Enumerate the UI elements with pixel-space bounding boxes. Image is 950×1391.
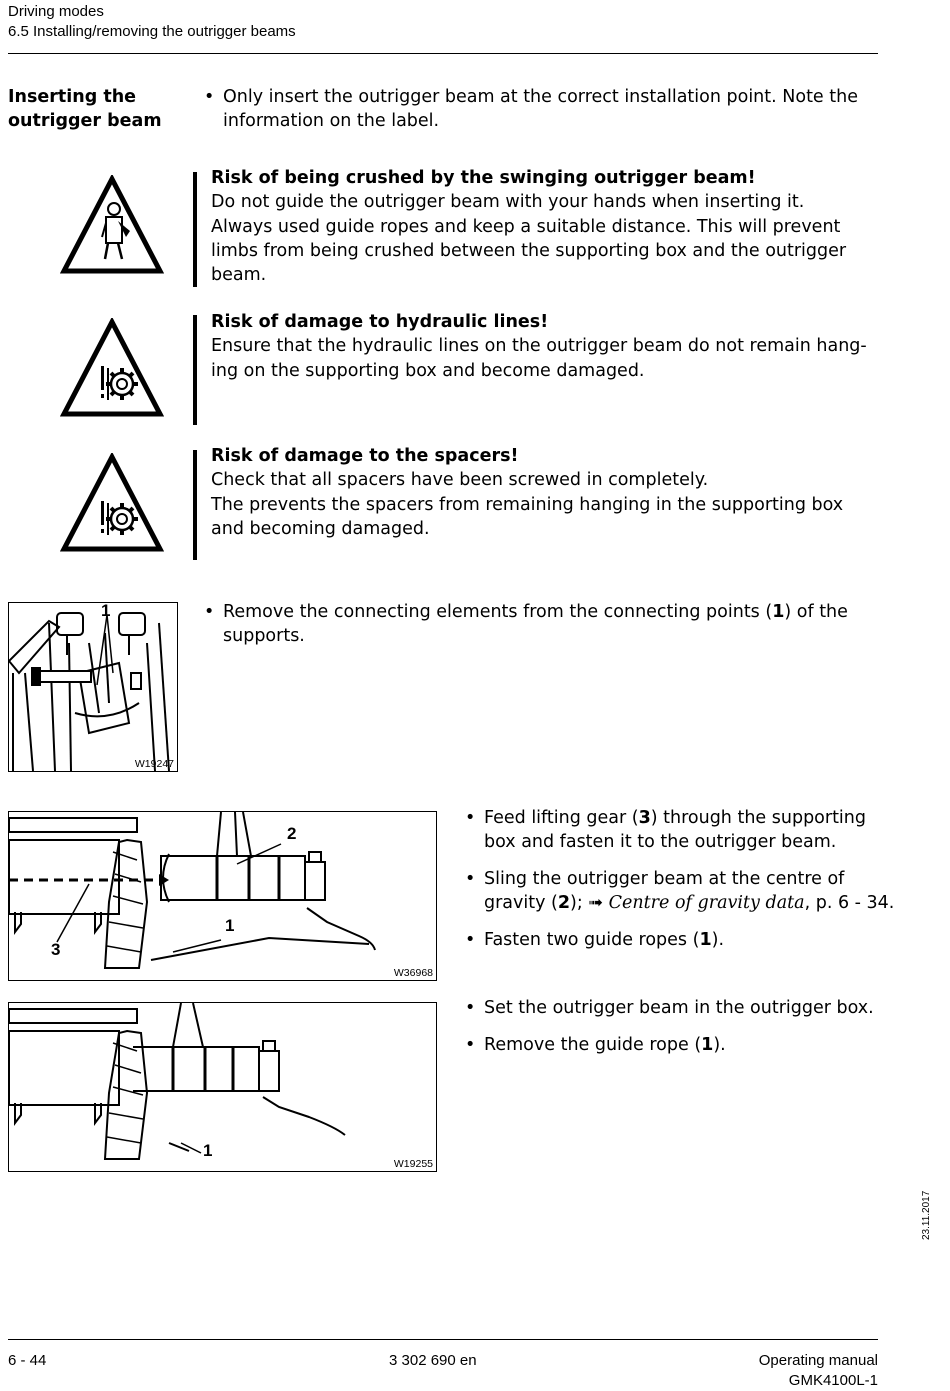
machine-damage-icon <box>60 453 164 553</box>
lifting-gear-drawing <box>9 812 436 980</box>
warning-line: beam. <box>211 265 267 286</box>
support-connection-drawing <box>9 603 177 771</box>
warning-bar <box>193 315 197 425</box>
warning-title: Risk of being crushed by the swinging outrigger beam! <box>211 168 756 188</box>
footer-rule <box>8 1339 878 1340</box>
bullet-dot: • <box>465 930 476 950</box>
bullet-dot: • <box>465 869 476 889</box>
figure-connecting-points <box>8 602 178 772</box>
remove-rope-step-text <box>484 1033 904 1057</box>
header-chapter: Driving modes <box>8 3 104 20</box>
footer-doc-number: 3 302 690 en <box>389 1352 477 1369</box>
text-run: ) of the <box>784 602 848 622</box>
warning-line: and becoming damaged. <box>211 518 430 539</box>
figure-code: W19247 <box>134 758 174 770</box>
warning-bar <box>193 172 197 287</box>
warning-crush <box>211 166 891 287</box>
remove-step-text <box>223 600 883 649</box>
feed-step-line1 <box>484 806 904 830</box>
bullet-dot: • <box>465 998 476 1018</box>
bullet-dot: • <box>465 1035 476 1055</box>
warning-line: Check that all spacers have been screwed in completely. <box>211 470 709 491</box>
footer-manual: Operating manual <box>758 1352 878 1369</box>
set-step-text: Set the outrigger beam in the outrigger box. <box>484 998 874 1018</box>
text-run: Fasten two guide ropes ( <box>484 930 700 950</box>
text-run: Feed lifting gear ( <box>484 808 639 828</box>
set-beam-drawing <box>9 1003 436 1171</box>
figure-code: W19255 <box>393 1158 433 1170</box>
feed-step-text <box>484 806 904 855</box>
figure-lifting-gear <box>8 811 437 981</box>
text-run: , p. 6 - 34. <box>804 893 895 914</box>
remove-step-line1 <box>223 600 883 624</box>
warning-line: limbs from being crushed between the supporting box and the outrigger <box>211 240 847 261</box>
warning-hydraulic <box>211 310 891 383</box>
bullet-dot: • <box>465 808 476 828</box>
text-run: ); <box>570 893 583 914</box>
warning-line: ing on the supporting box and become damaged. <box>211 360 645 381</box>
footer-model: GMK4100L-1 <box>788 1372 878 1389</box>
callout-label: 1 <box>225 916 235 935</box>
text-run: ). <box>713 1035 726 1055</box>
text-run: ) through the supporting <box>650 808 866 828</box>
bullet-dot: • <box>204 602 215 622</box>
sling-step-text <box>484 867 904 916</box>
warning-title: Risk of damage to hydraulic lines! <box>211 312 549 332</box>
text-run: ). <box>711 930 725 950</box>
header-section: 6.5 Installing/removing the outrigger beams <box>8 23 296 40</box>
ref-number: 1 <box>772 602 785 622</box>
crushing-hazard-icon <box>60 175 164 275</box>
ref-number: 2 <box>557 893 571 914</box>
warning-line: Do not guide the outrigger beam with your hands when inserting it. <box>211 192 805 213</box>
bullet-dot: • <box>204 87 215 107</box>
intro-line2: information on the label. <box>223 111 440 132</box>
warning-title: Risk of damage to the spacers! <box>211 446 519 466</box>
cross-reference-arrow-icon: ➟ <box>588 893 604 914</box>
warning-line: The prevents the spacers from remaining hanging in the supporting box <box>211 494 844 515</box>
text-run: gravity ( <box>484 893 558 914</box>
sling-step-line2 <box>484 891 904 915</box>
figure-code: W36968 <box>393 967 433 979</box>
sling-step-line1: Sling the outrigger beam at the centre of <box>484 869 845 889</box>
footer-page-number: 6 - 44 <box>8 1352 47 1369</box>
callout-label: 1 <box>203 1141 213 1160</box>
intro-line1: Only insert the outrigger beam at the correct installation point. Note the <box>223 87 858 107</box>
feed-step-line2: box and fasten it to the outrigger beam. <box>484 832 837 853</box>
intro-bullet-text <box>223 85 883 134</box>
side-heading-line1: Inserting the <box>8 87 137 107</box>
warning-spacers <box>211 444 891 541</box>
cross-reference-link[interactable]: Centre of gravity data <box>608 893 805 914</box>
side-date: 23.11.2017 <box>921 1190 932 1240</box>
remove-step-line2: supports. <box>223 626 305 647</box>
callout-label: 1 <box>101 602 111 620</box>
figure-set-beam <box>8 1002 437 1172</box>
warning-line: Always used guide ropes and keep a suitable distance. This will prevent <box>211 216 841 237</box>
callout-label: 3 <box>51 940 61 959</box>
ref-number: 1 <box>701 1035 714 1055</box>
text-run: Remove the guide rope ( <box>484 1035 702 1055</box>
side-heading-line2: outrigger beam <box>8 111 162 131</box>
ref-number: 3 <box>638 808 651 828</box>
callout-label: 2 <box>287 824 297 843</box>
text-run: Remove the connecting elements from the connecting points ( <box>223 602 773 622</box>
header-rule <box>8 53 878 54</box>
ropes-step-text <box>484 928 904 952</box>
machine-damage-icon <box>60 318 164 418</box>
ref-number: 1 <box>699 930 712 950</box>
side-heading <box>8 85 162 133</box>
warning-bar <box>193 450 197 560</box>
warning-line: Ensure that the hydraulic lines on the outrigger beam do not remain hang- <box>211 336 867 357</box>
